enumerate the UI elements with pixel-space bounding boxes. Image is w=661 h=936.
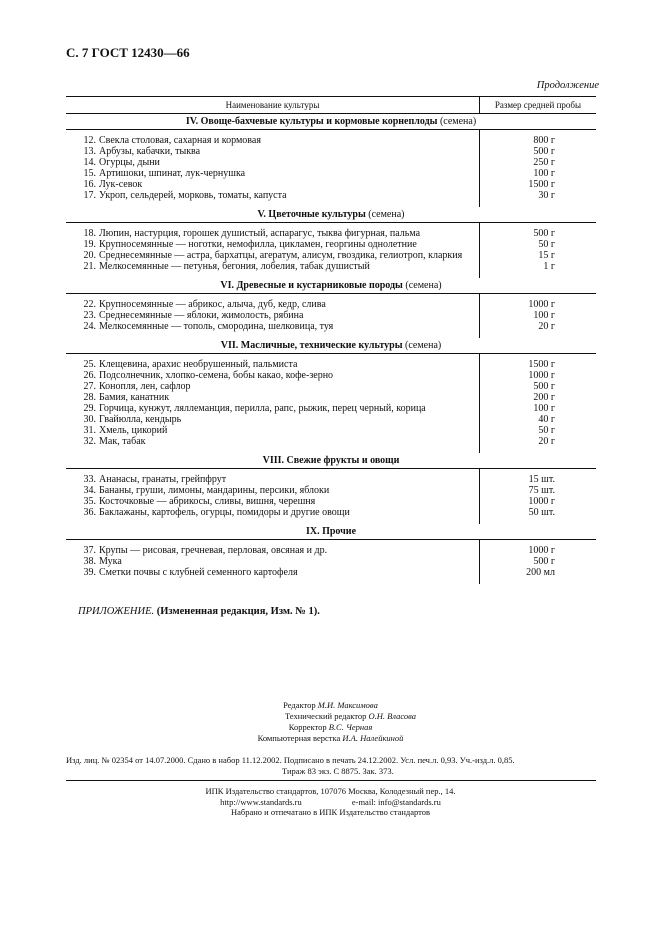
publisher-printed: Набрано и отпечатано в ИПК Издательство стандартов bbox=[230, 807, 431, 817]
crop-name: Среднесемянные — астра, бархатцы, агератум, алисум, гвоздика, гелиотроп, кларкия bbox=[99, 250, 463, 261]
table-row bbox=[66, 545, 596, 556]
row-number: 35. bbox=[83, 496, 96, 507]
row-number: 38. bbox=[83, 556, 96, 567]
table-row bbox=[66, 310, 596, 321]
row-number: 22. bbox=[83, 299, 96, 310]
sample-size: 50 г bbox=[538, 425, 555, 436]
crop-name: Горчица, кунжут, ляллеманция, перилла, рапс, рыжик, перец черный, корица bbox=[99, 403, 426, 414]
row-number: 30. bbox=[83, 414, 96, 425]
row-number: 29. bbox=[83, 403, 96, 414]
section-heading: IV. Овоще-бахчевые культуры и кормовые корнеплоды bbox=[185, 116, 438, 127]
table-row bbox=[66, 567, 596, 578]
table-row bbox=[66, 436, 596, 447]
sample-size: 50 шт. bbox=[528, 507, 555, 518]
table-body bbox=[66, 114, 596, 584]
row-number: 13. bbox=[83, 146, 96, 157]
row-number: 18. bbox=[83, 228, 96, 239]
table-row bbox=[66, 496, 596, 507]
sample-size: 1000 г bbox=[528, 299, 555, 310]
table-row bbox=[66, 392, 596, 403]
crop-name: Бананы, груши, лимоны, мандарины, персики, яблоки bbox=[99, 485, 330, 496]
sample-size: 200 мл bbox=[526, 567, 555, 578]
sample-size: 500 г bbox=[533, 228, 555, 239]
section-rows bbox=[66, 354, 596, 453]
row-number: 26. bbox=[83, 370, 96, 381]
section-note: (семена) bbox=[365, 209, 405, 220]
table-row bbox=[66, 261, 596, 272]
crop-name: Баклажаны, картофель, огурцы, помидоры и другие овощи bbox=[99, 507, 350, 518]
table-row bbox=[66, 474, 596, 485]
credit-tech-editor bbox=[0, 711, 661, 722]
table-row bbox=[66, 403, 596, 414]
crop-name: Мелкосемянные — петунья, бегония, лобелия, табак душистый bbox=[99, 261, 370, 272]
section-heading: VI. Древесные и кустарниковые породы bbox=[220, 280, 403, 291]
table-row bbox=[66, 485, 596, 496]
table-row bbox=[66, 250, 596, 261]
sample-size: 500 г bbox=[533, 556, 555, 567]
section-rows bbox=[66, 469, 596, 524]
page-header: С. 7 ГОСТ 12430—66 bbox=[66, 45, 190, 60]
table-row bbox=[66, 370, 596, 381]
table-row bbox=[66, 157, 596, 168]
credit-editor bbox=[0, 700, 661, 711]
table-row bbox=[66, 135, 596, 146]
appendix-label: ПРИЛОЖЕНИЕ. bbox=[78, 606, 155, 617]
table-row bbox=[66, 146, 596, 157]
table-row bbox=[66, 168, 596, 179]
row-number: 24. bbox=[83, 321, 96, 332]
crop-name: Мука bbox=[99, 556, 122, 567]
column-header-crop: Наименование культуры bbox=[225, 100, 320, 110]
sample-size: 500 г bbox=[533, 146, 555, 157]
section-note: (семена) bbox=[402, 340, 442, 351]
row-number: 32. bbox=[83, 436, 96, 447]
crop-name: Огурцы, дыни bbox=[99, 157, 160, 168]
sample-size: 15 г bbox=[538, 250, 555, 261]
publisher-info bbox=[0, 786, 661, 818]
row-number: 37. bbox=[83, 545, 96, 556]
row-number: 16. bbox=[83, 179, 96, 190]
crop-name: Хмель, цикорий bbox=[99, 425, 168, 436]
section-rows bbox=[66, 540, 596, 584]
crop-name: Лук-севок bbox=[99, 179, 143, 190]
imprint-line-2: Тираж 83 экз. С 8875. Зак. 373. bbox=[282, 766, 394, 776]
section-title bbox=[66, 524, 596, 540]
table-header bbox=[66, 96, 596, 114]
table-row bbox=[66, 321, 596, 332]
crop-name: Люпин, настурция, горошек душистый, аспарагус, тыква фигурная, пальма bbox=[99, 228, 421, 239]
table-row bbox=[66, 228, 596, 239]
crop-name: Ананасы, гранаты, грейпфрут bbox=[99, 474, 227, 485]
sample-size: 1500 г bbox=[528, 179, 555, 190]
sample-size: 1000 г bbox=[528, 496, 555, 507]
imprint bbox=[66, 755, 596, 777]
crop-name: Укроп, сельдерей, морковь, томаты, капуста bbox=[99, 190, 287, 201]
section-note: (семена) bbox=[437, 116, 477, 127]
section-rows bbox=[66, 223, 596, 278]
table-row bbox=[66, 414, 596, 425]
credit-person: В.С. Черная bbox=[328, 722, 373, 732]
crop-name: Свекла столовая, сахарная и кормовая bbox=[99, 135, 261, 146]
table-row bbox=[66, 299, 596, 310]
crop-name: Крупносемянные — ноготки, немофилла, цикламен, георгины однолетние bbox=[99, 239, 417, 250]
table-row bbox=[66, 359, 596, 370]
sample-size: 15 шт. bbox=[528, 474, 555, 485]
sample-size: 30 г bbox=[538, 190, 555, 201]
row-number: 28. bbox=[83, 392, 96, 403]
sample-size: 40 г bbox=[538, 414, 555, 425]
sample-size: 50 г bbox=[538, 239, 555, 250]
row-number: 17. bbox=[83, 190, 96, 201]
imprint-line-1: Изд. лиц. № 02354 от 14.07.2000. Сдано в набор 11.12.2002. Подписано в печать 24.12.2002. Усл. печ.л. 0,93. Уч.-изд.л. 0,85. bbox=[66, 755, 515, 765]
credit-layout bbox=[0, 733, 661, 744]
sample-size: 500 г bbox=[533, 381, 555, 392]
section-note: (семена) bbox=[402, 280, 442, 291]
crop-name: Конопля, лен, сафлор bbox=[99, 381, 191, 392]
sample-size-table bbox=[66, 96, 596, 584]
row-number: 25. bbox=[83, 359, 96, 370]
section-heading: VII. Масличные, технические культуры bbox=[220, 340, 403, 351]
table-row bbox=[66, 556, 596, 567]
credit-person: М.И. Максимова bbox=[317, 700, 378, 710]
crop-name: Артишоки, шпинат, лук-чернушка bbox=[99, 168, 246, 179]
sample-size: 75 шт. bbox=[528, 485, 555, 496]
sample-size: 20 г bbox=[538, 321, 555, 332]
publisher-website[interactable]: http://www.standards.ru bbox=[220, 796, 302, 807]
crop-name: Сметки почвы с клубней семенного картофеля bbox=[99, 567, 298, 578]
section-title bbox=[66, 338, 596, 354]
section-heading: IX. Прочие bbox=[305, 526, 357, 537]
table-row bbox=[66, 425, 596, 436]
row-number: 27. bbox=[83, 381, 96, 392]
row-number: 31. bbox=[83, 425, 96, 436]
sample-size: 800 г bbox=[533, 135, 555, 146]
row-number: 23. bbox=[83, 310, 96, 321]
table-row bbox=[66, 190, 596, 201]
continued-label: Продолжение bbox=[536, 80, 599, 91]
row-number: 14. bbox=[83, 157, 96, 168]
sample-size: 100 г bbox=[533, 403, 555, 414]
section-rows bbox=[66, 294, 596, 338]
section-heading: VIII. Свежие фрукты и овощи bbox=[262, 455, 400, 466]
crop-name: Гвайюлла, кендырь bbox=[99, 414, 182, 425]
sample-size: 1500 г bbox=[528, 359, 555, 370]
credit-label: Компьютерная верстка bbox=[257, 733, 343, 743]
publisher-contacts bbox=[0, 797, 661, 808]
section-rows bbox=[66, 130, 596, 207]
credit-label: Корректор bbox=[288, 722, 329, 732]
publisher-address: ИПК Издательство стандартов, 107076 Москва, Колодезный пер., 14. bbox=[205, 786, 456, 796]
crop-name: Бамия, канатник bbox=[99, 392, 170, 403]
section-title bbox=[66, 453, 596, 469]
row-number: 15. bbox=[83, 168, 96, 179]
row-number: 21. bbox=[83, 261, 96, 272]
table-row bbox=[66, 381, 596, 392]
sample-size: 1000 г bbox=[528, 370, 555, 381]
row-number: 19. bbox=[83, 239, 96, 250]
crop-name: Крупносемянные — абрикос, алыча, дуб, кедр, слива bbox=[99, 299, 326, 310]
appendix-revision: (Измененная редакция, Изм. № 1). bbox=[154, 606, 320, 617]
section-title bbox=[66, 114, 596, 130]
credit-label: Редактор bbox=[283, 700, 318, 710]
row-number: 33. bbox=[83, 474, 96, 485]
sample-size: 1 г bbox=[543, 261, 555, 272]
crop-name: Подсолнечник, хлопко-семена, бобы какао, кофе-зерно bbox=[99, 370, 334, 381]
credit-person: О.Н. Власова bbox=[368, 711, 417, 721]
crop-name: Среднесемянные — яблоки, жимолость, рябина bbox=[99, 310, 304, 321]
section-title bbox=[66, 207, 596, 223]
publisher-email[interactable]: e-mail: info@standards.ru bbox=[351, 796, 441, 807]
crop-name: Косточковые — абрикосы, сливы, вишня, черешня bbox=[99, 496, 316, 507]
row-number: 36. bbox=[83, 507, 96, 518]
section-heading: V. Цветочные культуры bbox=[257, 209, 366, 220]
crop-name: Мак, табак bbox=[99, 436, 146, 447]
table-row bbox=[66, 239, 596, 250]
credit-person: И.А. Налейкиной bbox=[342, 733, 404, 743]
sample-size: 20 г bbox=[538, 436, 555, 447]
row-number: 39. bbox=[83, 567, 96, 578]
crop-name: Крупы — рисовая, гречневая, перловая, овсяная и др. bbox=[99, 545, 328, 556]
crop-name: Клещевина, арахис необрушенный, пальмиста bbox=[99, 359, 298, 370]
section-title bbox=[66, 278, 596, 294]
sample-size: 100 г bbox=[533, 310, 555, 321]
credit-label: Технический редактор bbox=[284, 711, 369, 721]
table-row bbox=[66, 507, 596, 518]
row-number: 12. bbox=[83, 135, 96, 146]
sample-size: 100 г bbox=[533, 168, 555, 179]
credit-corrector bbox=[0, 722, 661, 733]
crop-name: Арбузы, кабачки, тыква bbox=[99, 146, 201, 157]
table-row bbox=[66, 179, 596, 190]
crop-name: Мелкосемянные — тополь, смородина, шелковица, туя bbox=[99, 321, 334, 332]
row-number: 34. bbox=[83, 485, 96, 496]
column-header-sample-size: Размер средней пробы bbox=[479, 97, 596, 113]
sample-size: 1000 г bbox=[528, 545, 555, 556]
sample-size: 250 г bbox=[533, 157, 555, 168]
appendix-note bbox=[78, 606, 320, 617]
row-number: 20. bbox=[83, 250, 96, 261]
sample-size: 200 г bbox=[533, 392, 555, 403]
divider bbox=[66, 780, 596, 781]
